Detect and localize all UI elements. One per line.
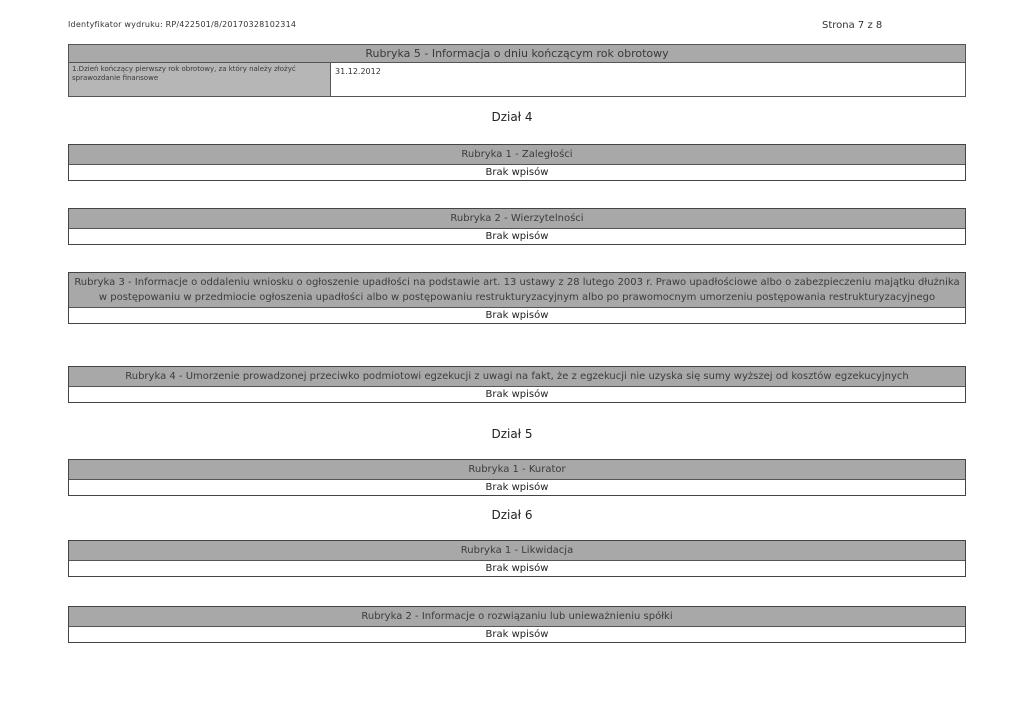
dzial4-rubryka2-body: Brak wpisów bbox=[485, 231, 549, 242]
dzial5-rubryka1-title: Rubryka 1 - Kurator bbox=[69, 460, 965, 480]
dzial6-rubryka1-title: Rubryka 1 - Likwidacja bbox=[69, 541, 965, 561]
dzial4-rubryka2-title: Rubryka 2 - Wierzytelności bbox=[69, 209, 965, 229]
dzial4-rubryka4 bbox=[68, 366, 966, 403]
rubryka5-value: 31.12.2012 bbox=[335, 67, 381, 76]
rubryka5-row bbox=[69, 63, 965, 96]
dzial4-rubryka2 bbox=[68, 208, 966, 245]
dzial4-rubryka3-body: Brak wpisów bbox=[485, 310, 549, 321]
dzial4-rubryka1-body: Brak wpisów bbox=[485, 167, 549, 178]
rubryka5-title: Rubryka 5 - Informacja o dniu kończącym rok obrotowy bbox=[69, 45, 965, 63]
rubryka5-label: 1.Dzień kończący pierwszy rok obrotowy, za który należy złożyć sprawozdanie finansowe bbox=[69, 63, 331, 96]
dzial5-rubryka1-body: Brak wpisów bbox=[485, 482, 549, 493]
print-identifier: Identyfikator wydruku: RP/422501/8/20170328102314 bbox=[68, 20, 297, 29]
dzial4-heading: Dział 4 bbox=[491, 110, 533, 124]
dzial4-rubryka4-title: Rubryka 4 - Umorzenie prowadzonej przeciwko podmiotowi egzekucji z uwagi na fakt, że z egzekucji nie uzyska się sumy wyższej od kosztów egzekucyjnych bbox=[69, 367, 965, 387]
page-number: Strona 7 z 8 bbox=[822, 20, 883, 31]
dzial5-rubryka1 bbox=[68, 459, 966, 496]
dzial6-heading: Dział 6 bbox=[491, 508, 533, 522]
dzial6-rubryka2-body: Brak wpisów bbox=[485, 629, 549, 640]
dzial6-rubryka1-body: Brak wpisów bbox=[485, 563, 549, 574]
dzial4-rubryka3-title: Rubryka 3 - Informacje o oddaleniu wniosku o ogłoszenie upadłości na podstawie art. 13 ustawy z 28 lutego 2003 r. Prawo upadłościowe albo o zabezpieczeniu majątku dłużnika w postępowaniu w przedmiocie ogłoszenia upadłości albo w postępowaniu restrukturyzacyjnym albo po prawomocnym umorzeniu postępowania restrukturyzacyjnego bbox=[69, 273, 965, 308]
dzial6-rubryka1 bbox=[68, 540, 966, 577]
dzial5-heading: Dział 5 bbox=[491, 427, 533, 441]
dzial4-rubryka1-title: Rubryka 1 - Zaległości bbox=[69, 145, 965, 165]
dzial4-rubryka3 bbox=[68, 272, 966, 324]
dzial4-rubryka4-body: Brak wpisów bbox=[485, 389, 549, 400]
dzial4-rubryka1 bbox=[68, 144, 966, 181]
rubryka5-table bbox=[68, 44, 966, 97]
dzial6-rubryka2-title: Rubryka 2 - Informacje o rozwiązaniu lub unieważnieniu spółki bbox=[69, 607, 965, 627]
dzial6-rubryka2 bbox=[68, 606, 966, 643]
